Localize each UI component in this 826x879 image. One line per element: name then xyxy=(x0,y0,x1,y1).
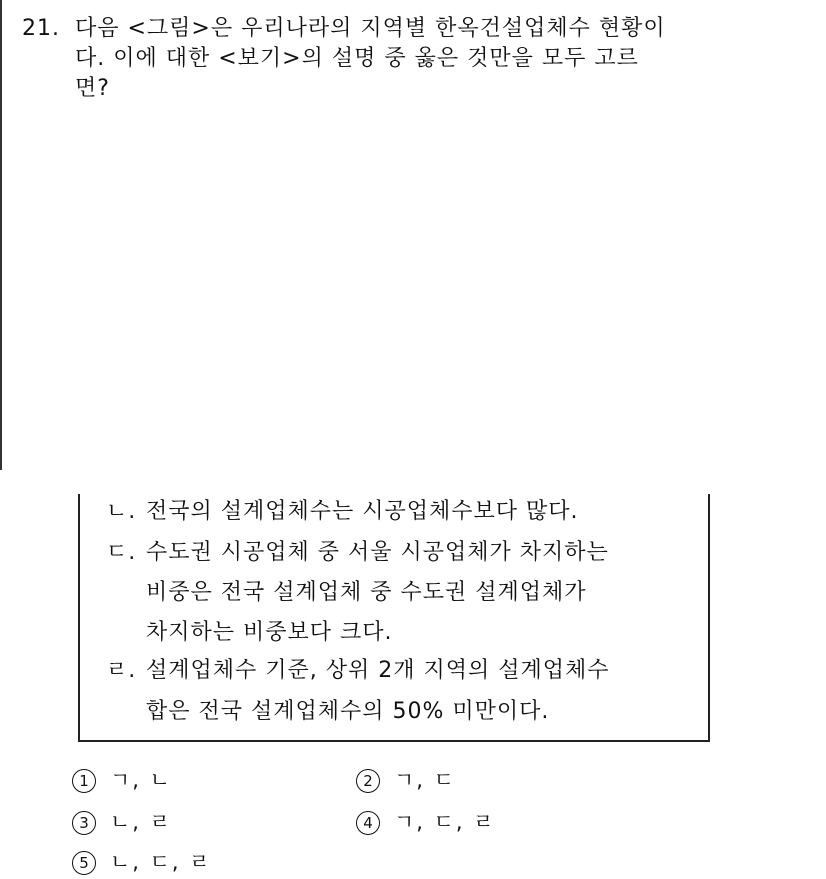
bogi-item-digeut xyxy=(106,533,609,573)
choice-4[interactable] xyxy=(356,808,496,836)
choice-text: ㄴ, ㄹ xyxy=(110,810,172,834)
choice-number: 5 xyxy=(72,851,96,875)
bogi-marker: ㄴ. xyxy=(106,499,137,524)
choice-5[interactable] xyxy=(72,848,212,876)
question-block xyxy=(22,14,802,104)
choice-number: 1 xyxy=(72,769,96,793)
bogi-line: 수도권 시공업체 중 서울 시공업체가 차지하는 xyxy=(146,540,609,565)
choice-text: ㄴ, ㄷ, ㄹ xyxy=(110,850,212,874)
bogi-marker: ㄹ. xyxy=(106,658,137,683)
choice-number: 3 xyxy=(72,811,96,835)
bogi-line: 전국의 설계업체수는 시공업체수보다 많다. xyxy=(146,499,579,524)
bogi-line: 비중은 전국 설계업체 중 수도권 설계업체가 xyxy=(146,580,587,605)
choice-text: ㄱ, ㄴ xyxy=(110,768,172,792)
bogi-line: 차지하는 비중보다 크다. xyxy=(146,620,393,645)
bogi-marker: ㄷ. xyxy=(106,540,137,565)
bogi-line: 설계업체수 기준, 상위 2개 지역의 설계업체수 xyxy=(146,658,610,683)
bogi-item-rieul xyxy=(106,651,610,691)
bogi-line: 합은 전국 설계업체수의 50% 미만이다. xyxy=(146,699,550,724)
choice-text: ㄱ, ㄷ, ㄹ xyxy=(394,810,496,834)
choice-2[interactable] xyxy=(356,766,456,794)
choice-1[interactable] xyxy=(72,766,172,794)
left-margin-rule xyxy=(0,0,2,470)
choice-3[interactable] xyxy=(72,808,172,836)
choice-text: ㄱ, ㄷ xyxy=(394,768,456,792)
choice-number: 2 xyxy=(356,769,380,793)
question-number: 21. xyxy=(22,16,60,41)
choice-number: 4 xyxy=(356,811,380,835)
question-text: 다음 <그림>은 우리나라의 지역별 한옥건설업체수 현황이 다. 이에 대한 <보기>의 설명 중 옳은 것만을 모두 고르 면? xyxy=(75,16,666,101)
bogi-item-nieun xyxy=(106,492,579,532)
bogi-box xyxy=(78,494,710,742)
